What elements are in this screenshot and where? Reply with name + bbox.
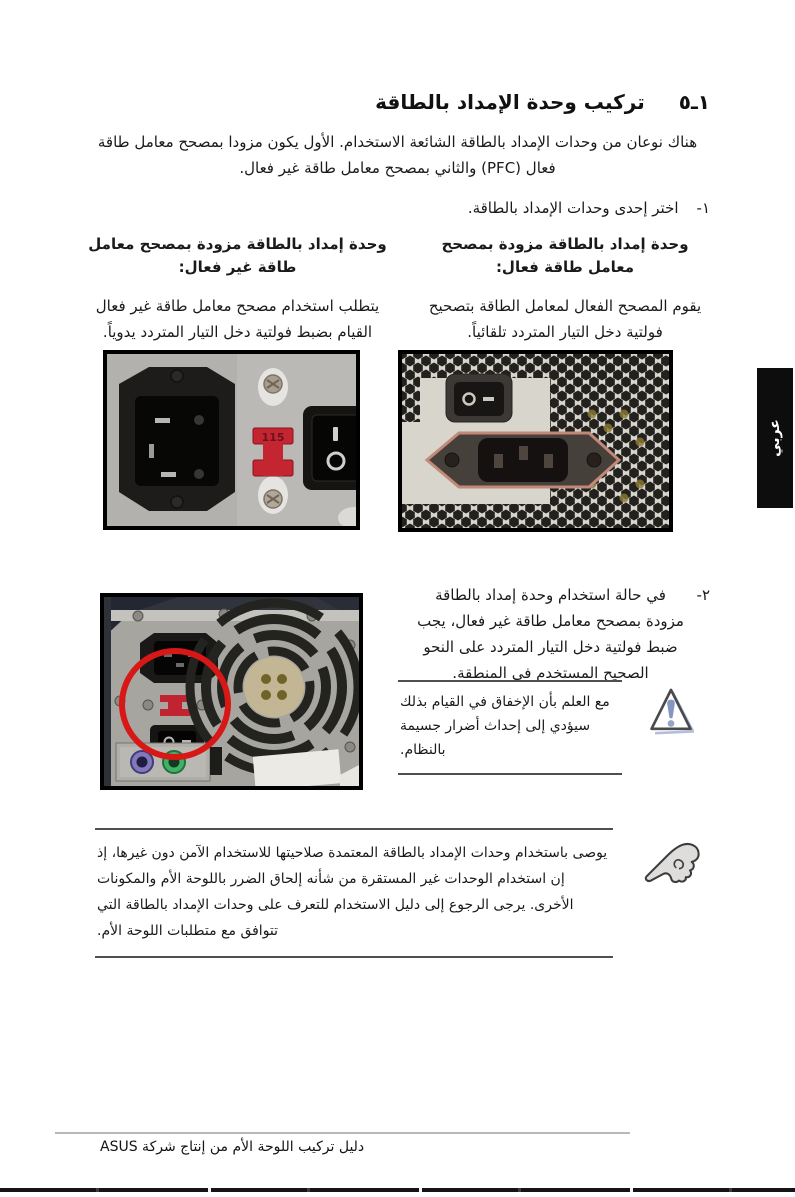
rear-panel-photo-graphic — [104, 597, 359, 786]
scan-artifact-line — [0, 1188, 795, 1192]
active-pfc-description: يقوم المصحح الفعال لمعامل الطاقة بتصحيح فولتية دخل التيار المتردد تلقائياً. — [428, 297, 702, 341]
voltage-selector-label: 115 — [261, 431, 285, 444]
note-callout — [95, 828, 707, 958]
language-tab-label: عربي — [767, 419, 784, 457]
footer-rule — [55, 1132, 630, 1134]
ac-inlet — [427, 433, 619, 487]
photo-inactive-pfc-psu — [103, 350, 360, 530]
section-number: ١ـ٥ — [678, 90, 710, 114]
inactive-pfc-description: يتطلب استخدام مصحح معامل طاقة غير فعال القيام بضبط فولتية دخل التيار المتردد يدوياً. — [95, 297, 380, 341]
note-text: يوصى باستخدام وحدات الإمداد بالطاقة المعتمدة صلاحيتها للاستخدام الآمن دون غيرها، إذ إن استخدام الوحدات غير المستقرة من شأنه إلحاق الضرر باللوحة الأم والمكونات الأخرى. يرجى الرجوع إلى دليل الاستخدام للتعرف على وحدات الإمداد بالطاقة التي تتوافق مع متطلبات اللوحة الأم. — [95, 828, 613, 958]
warning-icon — [648, 686, 694, 742]
column-active-pfc — [420, 233, 710, 345]
step-1-marker: ١- — [696, 199, 710, 217]
step-2 — [417, 582, 710, 686]
step-2-marker: ٢- — [696, 586, 710, 604]
page-title: تركيب وحدة الإمداد بالطاقة — [375, 90, 645, 114]
hex-vent-bottom — [402, 504, 550, 528]
language-tab — [757, 368, 793, 508]
photo-rear-panel — [100, 593, 363, 790]
psu-type-columns — [85, 233, 710, 345]
active-pfc-heading: وحدة إمداد بالطاقة مزودة بمصحح معامل طاقة فعال: — [441, 235, 689, 276]
ac-inlet-socket — [135, 396, 219, 486]
inactive-pfc-heading: وحدة إمداد بالطاقة مزودة بمصحح معامل طاقة غير فعال: — [88, 235, 387, 276]
section-title-row — [375, 90, 710, 114]
step-2-text: في حالة استخدام وحدة إمداد بالطاقة مزودة بمصحح معامل طاقة غير فعال، يجب ضبط فولتية دخل التيار المتردد على النحو الصحيح المستخدم في المنطقة. — [417, 586, 684, 682]
active-pfc-photo-graphic — [402, 354, 669, 528]
pointing-hand-icon — [639, 834, 707, 892]
fan-hub — [244, 657, 304, 717]
footer-text: دليل تركيب اللوحة الأم من إنتاج شركة ASUS — [100, 1139, 365, 1155]
step-1 — [85, 196, 710, 220]
power-rocker-switch — [446, 374, 512, 422]
inactive-pfc-photo-graphic — [107, 354, 356, 526]
power-rocker-switch — [303, 406, 356, 490]
step-1-text: اختر إحدى وحدات الإمداد بالطاقة. — [467, 199, 679, 217]
intro-paragraph: هناك نوعان من وحدات الإمداد بالطاقة الشائعة الاستخدام. الأول يكون مزودا بمصحح معامل طاقة فعال (PFC) والثاني بمصحح معامل طاقة غير فعال. — [97, 133, 698, 177]
photo-active-pfc-psu — [398, 350, 673, 532]
warning-text: مع العلم بأن الإخفاق في القيام بذلك سيؤدي إلى إحداث أضرار جسيمة بالنظام. — [398, 680, 622, 775]
warning-callout — [398, 680, 694, 775]
column-inactive-pfc — [85, 233, 390, 345]
